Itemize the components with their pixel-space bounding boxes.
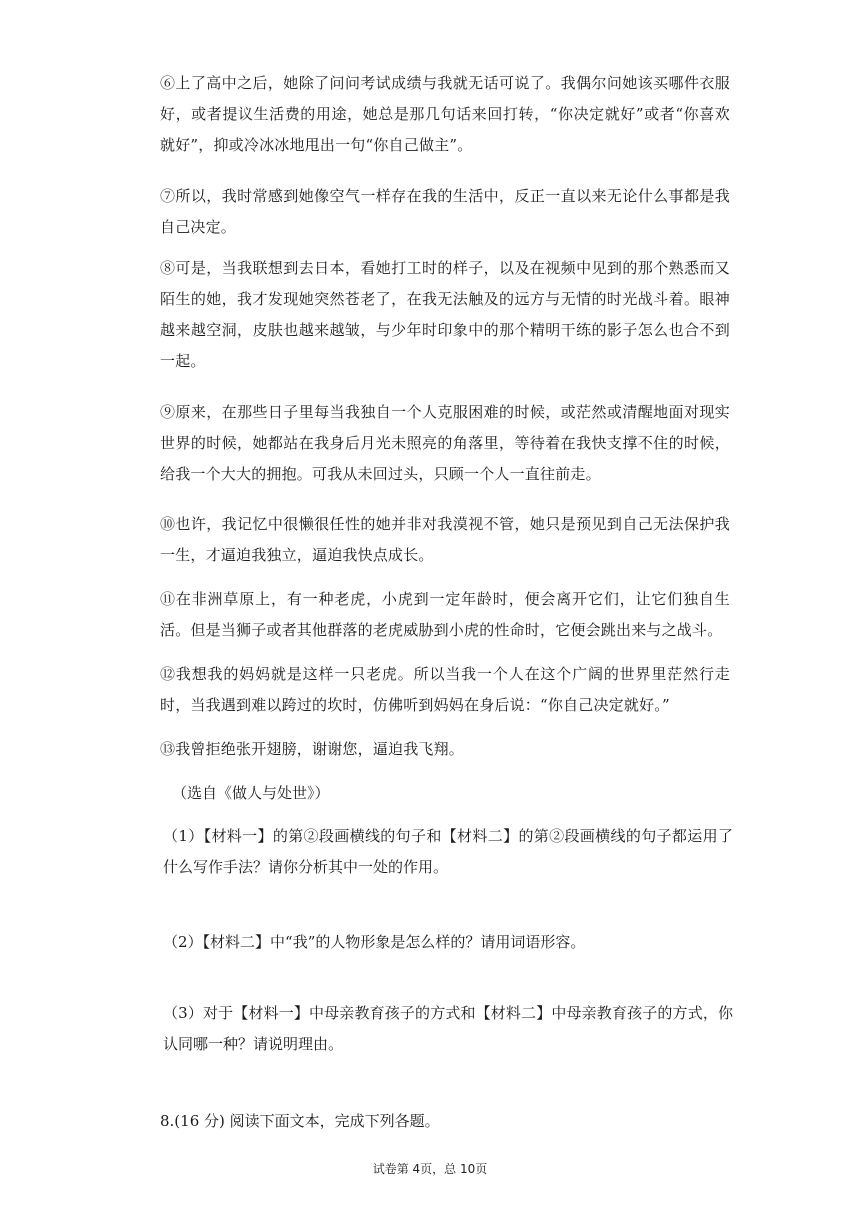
- paragraph-number: ⑦: [160, 187, 176, 205]
- paragraph-text: 我想我的妈妈就是这样一只老虎。所以当我一个人在这个广阔的世界里茫然行走时，当我遇到难以跨过的坎时，仿佛听到妈妈在身后说：“你自己决定就好。”: [160, 665, 730, 714]
- paragraph-number: ⑪: [160, 590, 176, 608]
- paragraph-text: 上了高中之后，她除了问问考试成绩与我就无话可说了。我偶尔问她该买哪件衣服好，或者提议生活费的用途，她总是那几句话来回打转，“你决定就好”或者“你喜欢就好”，抑或冷冰冰地甩出一句“你自己做主”。: [160, 74, 730, 154]
- paragraph-number: ⑫: [160, 665, 176, 683]
- paragraph-number: ⑧: [160, 259, 176, 277]
- paragraph-text: 所以，我时常感到她像空气一样存在我的生活中，反正一直以来无论什么事都是我自己决定。: [160, 187, 730, 236]
- paragraph-13: [160, 734, 730, 765]
- paragraph-12: [160, 659, 730, 721]
- section-heading: 8.(16 分) 阅读下面文本，完成下列各题。: [160, 1112, 440, 1130]
- question-1: （1）【材料一】的第②段画横线的句子和【材料二】的第②段画横线的句子都运用了什么写作手法？请你分析其中一处的作用。: [163, 827, 733, 876]
- question-2: （2）【材料二】中“我”的人物形象是怎么样的？请用词语形容。: [163, 933, 586, 951]
- paragraph-text: 可是，当我联想到去日本，看她打工时的样子，以及在视频中见到的那个熟悉而又陌生的她，我才发现她突然苍老了，在我无法触及的远方与无情的时光战斗着。眼神越来越空洞，皮肤也越来越皱，与少年时印象中的那个精明干练的影子怎么也合不到一起。: [160, 259, 730, 370]
- paragraph-9: [160, 397, 730, 490]
- page-footer: 试卷第 4页，总 10页: [372, 1162, 488, 1176]
- paragraph-7: [160, 181, 730, 243]
- question-3: （3）对于【材料一】中母亲教育孩子的方式和【材料二】中母亲教育孩子的方式，你认同哪一种？请说明理由。: [163, 1004, 733, 1053]
- paragraph-text: 我曾拒绝张开翅膀，谢谢您，逼迫我飞翔。: [175, 740, 465, 758]
- paragraph-11: [160, 584, 730, 646]
- paragraph-number: ⑬: [160, 740, 176, 758]
- paragraph-text: 原来，在那些日子里每当我独自一个人克服困难的时候，或茫然或清醒地面对现实世界的时候，她都站在我身后月光未照亮的角落里，等待着在我快支撑不住的时候，给我一个大大的拥抱。可我从未回过头，只顾一个人一直往前走。: [160, 403, 730, 483]
- paragraph-text: 在非洲草原上，有一种老虎，小虎到一定年龄时，便会离开它们，让它们独自生活。但是当狮子或者其他群落的老虎威胁到小虎的性命时，它便会跳出来与之战斗。: [160, 590, 730, 639]
- paragraph-text: 也许，我记忆中很懒很任性的她并非对我漠视不管，她只是预见到自己无法保护我一生，才逼迫我独立，逼迫我快点成长。: [160, 515, 730, 564]
- paragraph-number: ⑥: [160, 74, 176, 92]
- paragraph-10: [160, 509, 730, 571]
- paragraph-number: ⑩: [160, 515, 176, 533]
- paragraph-8: [160, 253, 730, 377]
- source-citation: （选自《做人与处世》）: [172, 784, 330, 802]
- paragraph-number: ⑨: [160, 403, 176, 421]
- paragraph-6: [160, 68, 730, 161]
